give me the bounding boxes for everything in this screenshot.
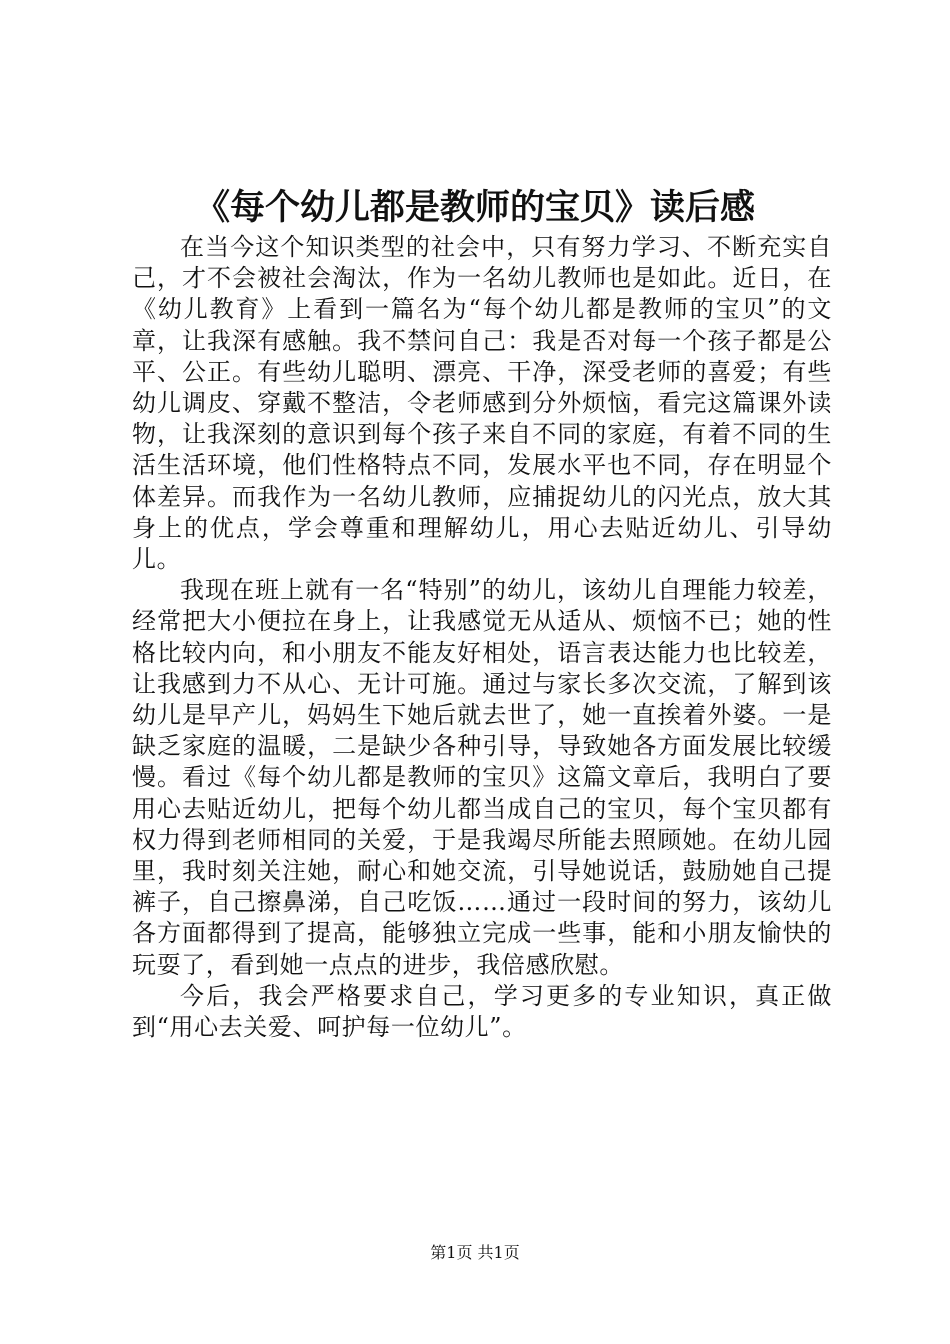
paragraph-2: 我现在班上就有一名“特别”的幼儿，该幼儿自理能力较差，经常把大小便拉在身上，让我感觉无从适从、烦恼不已；她的性格比较内向，和小朋友不能友好相处，语言表达能力也比较差，让我感到力不从心、无计可施。通过与家长多次交流，了解到该幼儿是早产儿，妈妈生下她后就去世了，她一直挨着外婆。一是缺乏家庭的温暖，二是缺少各种引导，导致她各方面发展比较缓慢。看过《每个幼儿都是教师的宝贝》这篇文章后，我明白了要用心去贴近幼儿，把每个幼儿都当成自己的宝贝，每个宝贝都有权力得到老师相同的关爱，于是我竭尽所能去照顾她。在幼儿园里，我时刻关注她，耐心和她交流，引导她说话，鼓励她自己提裤子，自己擦鼻涕，自己吃饭……通过一段时间的努力，该幼儿各方面都得到了提高，能够独立完成一些事，能和小朋友愉快的玩耍了，看到她一点点的进步，我倍感欣慰。 (132, 576, 832, 979)
paragraph-1: 在当今这个知识类型的社会中，只有努力学习、不断充实自己，才不会被社会淘汰，作为一名幼儿教师也是如此。近日，在《幼儿教育》上看到一篇名为“每个幼儿都是教师的宝贝”的文章，让我深有感触。我不禁问自己：我是否对每一个孩子都是公平、公正。有些幼儿聪明、漂亮、干净，深受老师的喜爱；有些幼儿调皮、穿戴不整洁，令老师感到分外烦恼，看完这篇课外读物，让我深刻的意识到每个孩子来自不同的家庭，有着不同的生活生活环境，他们性格特点不同，发展水平也不同，存在明显个体差异。而我作为一名幼儿教师，应捕捉幼儿的闪光点，放大其身上的优点，学会尊重和理解幼儿，用心去贴近幼儿、引导幼儿。 (132, 233, 832, 574)
page-footer: 第1页 共1页 (430, 1243, 520, 1262)
paragraph-3: 今后，我会严格要求自己，学习更多的专业知识，真正做到“用心去关爱、呵护每一位幼儿”。 (132, 981, 832, 1042)
document-body (132, 232, 832, 1043)
page-title: 《每个幼儿都是教师的宝贝》读后感 (194, 187, 755, 228)
